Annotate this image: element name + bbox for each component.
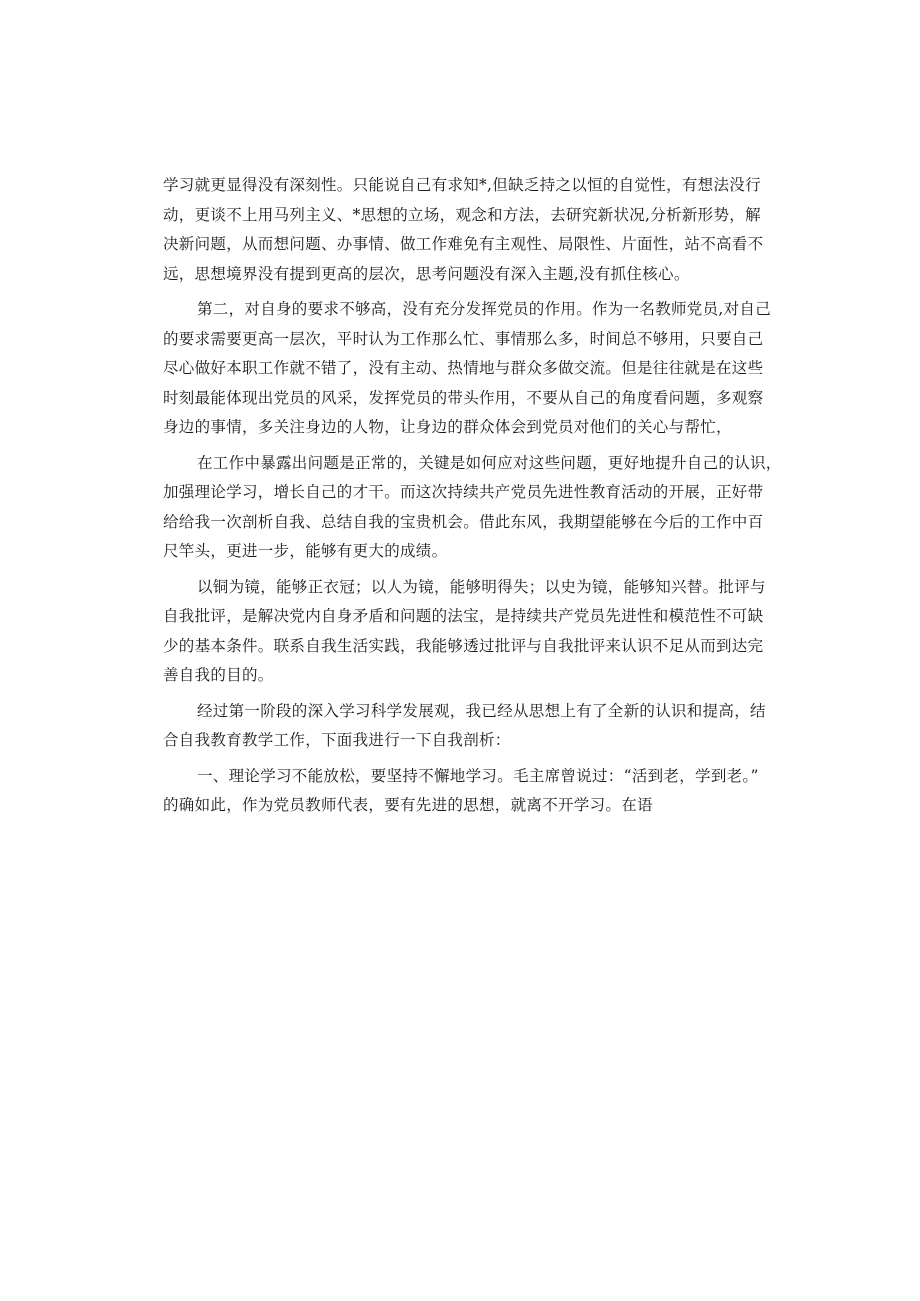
paragraph-3 [163,449,782,567]
paragraph-5 [163,697,766,756]
text-line: 尺竿头，更进一步，能够有更大的成绩。 [163,542,448,560]
text-line: 善自我的目的。 [163,666,274,684]
text-line: 的确如此，作为党员教师代表，要有先进的思想，就离不开学习。在语 [163,796,653,814]
document-body [163,171,782,821]
text-line: 少的基本条件。联系自我生活实践，我能够透过批评与自我批评来认识不足从而到达完 [163,636,764,655]
text-line: 决新问题，从而想问题、办事情、做工作难免有主观性、局限性、片面性，站不高看不 [163,235,764,253]
text-line: 经过第一阶段的深入学习科学发展观，我已经从思想上有了全新的认识和提高，结 [197,701,766,720]
text-line: 加强理论学习，增长自己的才干。而这次持续共产党员先进性教育活动的开展，正好带 [163,483,764,501]
paragraph-6 [163,762,763,821]
text-line: 身边的事情，多关注身边的人物，让身边的群众体会到党员对他们的关心与帮忙， [163,418,732,436]
text-line: 时刻最能体现出党员的风采，发挥党员的带头作用，不要从自己的角度看问题，多观察 [163,388,764,407]
text-line: 第二，对自身的要求不够高，没有充分发挥党员的作用。作为一名教师党员,对自己 [197,300,772,318]
paragraph-1 [163,171,763,289]
text-line: 以铜为镜，能够正衣冠；以人为镜，能够明得失；以史为镜，能够知兴替。批评与 [197,577,766,596]
text-line: 给给我一次剖析自我、总结自我的宝贵机会。借此东风，我期望能够在今后的工作中百 [163,512,764,531]
paragraph-4 [163,573,766,691]
text-line: 尽心做好本职工作就不错了，没有主动、热情地与群众多做交流。但是往往就是在这些 [163,359,764,377]
text-line: 远，思想境界没有提到更高的层次，思考问题没有深入主题,没有抓住核心。 [163,264,690,283]
text-line: 学习就更显得没有深刻性。只能说自己有求知*,但缺乏持之以恒的自觉性，有想法没行 [163,176,761,194]
paragraph-2 [163,295,772,443]
text-line: 自我批评，是解决党内自身矛盾和问题的法宝，是持续共产党员先进性和模范性不可缺 [163,607,764,625]
text-line: 一、理论学习不能放松，要坚持不懈地学习。毛主席曾说过：“活到老，学到老。” [197,766,759,785]
text-line: 动，更谈不上用马列主义、*思想的立场，观念和方法，去研究新状况,分析新形势，解 [163,205,761,224]
text-line: 合自我教育教学工作，下面我进行一下自我剖析： [163,731,511,749]
text-line: 的要求需要更高一层次，平时认为工作那么忙、事情那么多，时间总不够用，只要自己 [163,329,764,348]
text-line: 在工作中暴露出问题是正常的，关键是如何应对这些问题，更好地提升自己的认识， [197,453,782,472]
